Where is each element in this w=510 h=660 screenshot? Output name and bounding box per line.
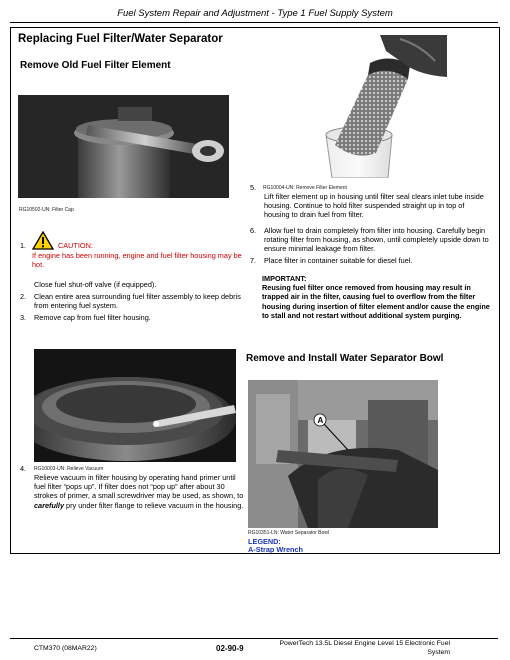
- caution-block: [20, 231, 245, 273]
- important-note: [262, 274, 490, 320]
- section-title: Replacing Fuel Filter/Water Separator: [18, 33, 223, 45]
- callout-a: A: [317, 416, 324, 425]
- step-7: [250, 256, 490, 268]
- step-3-number: 3.: [20, 313, 27, 322]
- subhead-water-separator-bowl: Remove and Install Water Separator Bowl: [246, 353, 444, 364]
- water-separator-bowl-illustration: [248, 380, 438, 528]
- remove-filter-caption: RG10004-UN: Remove Filter Element: [263, 185, 347, 191]
- legend-label: LEGEND:: [248, 537, 281, 546]
- relieve-vacuum-illustration: [34, 349, 236, 462]
- remove-filter-photo: [260, 35, 447, 178]
- step-4-text-b: pry under filter flange to relieve vacuum in the housing.: [66, 500, 244, 510]
- header-rule: [10, 22, 498, 23]
- step-7-text: Place filter in container suitable for diesel fuel.: [264, 256, 413, 265]
- footer-title-line1: PowerTech 13.5L Diesel Engine Level 15 Electronic Fuel: [279, 640, 450, 647]
- relieve-vacuum-photo: [34, 349, 236, 462]
- step-close-valve-text: Close fuel shut-off valve (if equipped).: [34, 280, 157, 289]
- footer-rule: [10, 638, 498, 639]
- step-5-number: 5.: [250, 183, 257, 192]
- footer-doc-id: CTM370 (08MAR22): [34, 645, 97, 652]
- step-2: [20, 292, 245, 312]
- step-2-text: Clean entire area surrounding fuel filter assembly to keep debris from entering fuel system.: [34, 292, 241, 311]
- important-label: IMPORTANT:: [262, 274, 307, 283]
- step-5-text: Lift filter element up in housing until filter seal clears inlet tube inside housing. Continue to hold filter suspended straight up in top of housing to drain fuel from filter.: [264, 192, 484, 220]
- step-4-emphasis: carefully: [34, 500, 65, 510]
- caution-label: CAUTION:: [58, 241, 93, 250]
- filter-cap-caption: RG10502-UN: Filter Cap: [19, 207, 74, 213]
- subhead-remove-filter: Remove Old Fuel Filter Element: [20, 60, 171, 71]
- step-2-number: 2.: [20, 292, 27, 301]
- step-4: [20, 464, 245, 544]
- caution-number: 1.: [20, 241, 27, 250]
- step-4-number: 4.: [20, 464, 27, 473]
- relieve-vacuum-caption: RG10003-UN: Relieve Vacuum: [34, 466, 104, 472]
- remove-filter-illustration: [260, 35, 447, 178]
- water-separator-bowl-photo: [248, 380, 438, 528]
- footer-page-number: 02-90-9: [216, 644, 244, 653]
- step-close-valve: [20, 280, 245, 290]
- water-separator-bowl-caption: RG10351-LN: Water Separator Bowl: [248, 530, 329, 536]
- step-4-text: [34, 473, 245, 510]
- filter-cap-photo: [18, 95, 229, 198]
- step-3: [20, 313, 245, 323]
- step-7-number: 7.: [250, 256, 257, 265]
- filter-cap-illustration: [18, 95, 229, 198]
- step-6: [250, 226, 490, 256]
- step-6-number: 6.: [250, 226, 257, 235]
- step-3-text: Remove cap from fuel filter housing.: [34, 313, 151, 322]
- step-4-text-a: Relieve vacuum in filter housing by operating hand primer until fuel filter “pops up”. If filter does not “pop up” after about 30 strokes of primer, a small screwdriver may be used, as shown, to: [34, 473, 244, 501]
- page-header: Fuel System Repair and Adjustment - Type 1 Fuel Supply System: [117, 8, 393, 19]
- warning-triangle-icon: [32, 231, 54, 250]
- footer-title-line2: System: [427, 649, 450, 656]
- step-6-text: Allow fuel to drain completely from filter into housing. Carefully begin rotating filter from housing, as shown, until completely upside down to ensure minimal leakage from filter.: [264, 226, 489, 254]
- important-text: Reusing fuel filter once removed from housing may result in trapped air in the filter, causing fuel to overflow from the filter housing during insertion of filter element and/or cause the engine to stall and not restart without additional system purging.: [262, 283, 490, 320]
- step-5: [250, 183, 490, 223]
- legend-item-a: A-Strap Wrench: [248, 545, 304, 554]
- caution-text: If engine has been running, engine and fuel filter housing may be hot.: [32, 251, 242, 270]
